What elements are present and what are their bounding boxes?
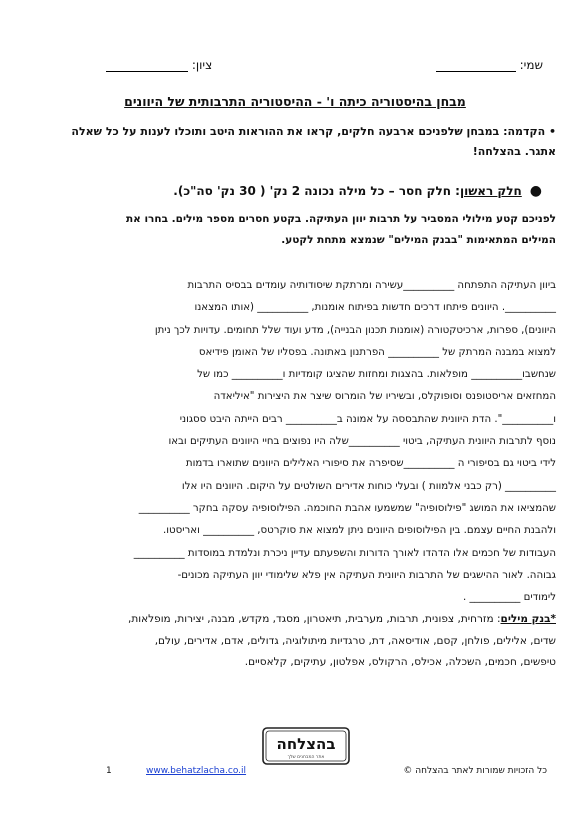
name-field xyxy=(436,58,543,72)
name-label: שמי: xyxy=(519,58,543,72)
passage xyxy=(44,275,556,609)
passage-line: גבוהה. לאור ההישגים של התרבות היוונית העתיקה אין פלא שלימודי יוון העתיקה מכונים- xyxy=(177,569,556,581)
part1-heading-rest: : חלק חסר – כל מילה נכונה 2 נק' ( 30 נק' סה"כ). xyxy=(173,184,460,198)
name-blank[interactable] xyxy=(436,59,516,72)
passage-line: למצוא במבנה המרתק של __________ הפרתנון באתונה. בפסליו של האומן פידיאס xyxy=(198,346,556,358)
passage-line: המחזאים אריסטופנס וסופוקלס, ובשיריו של הומרוס שיצר את היצירות "איליאדה xyxy=(213,391,556,403)
part1-heading xyxy=(60,183,542,199)
grade-label: ציון: xyxy=(191,58,213,72)
word-bank xyxy=(44,609,556,674)
copyright: כל הזכויות שמורות לאתר בהצלחה © xyxy=(403,766,547,776)
passage-line: היוונים), ספרות, ארכיטקטורה (אומנות תכנון הבנייה), מדע ועוד שלל תחומים. עדויות לכך ניתן xyxy=(154,324,556,336)
passage-line: לימודים __________ . xyxy=(462,592,556,604)
grade-field xyxy=(106,58,212,72)
passage-line: ו__________". הדת היוונית שהתבססה על אמונה ב__________ רבים הייתה היבט ססגוני xyxy=(179,413,556,425)
intro-line-2: אתגר. בהצלחה! xyxy=(472,145,556,158)
passage-line: __________ (רק כבני אלמוות ) ובעלי כוחות אדירים השולטים על היקום. היוונים היו אלו xyxy=(181,480,556,492)
bullet-icon: ● xyxy=(529,183,542,199)
passage-line: __________. היוונים פיתחו דרכים חדשות בפיתוח אומנות, __________ (אותו המצאנו xyxy=(194,302,556,314)
grade-blank[interactable] xyxy=(106,59,188,72)
word-bank-words-1: : מזרחית, צפונית, תרבות, מערבית, תיאטרון, מסגד, מקדש, מבנה, יצירות, מופלאות, xyxy=(128,613,501,625)
word-bank-line-3: טיפשים, חכמים, השכלה, אכילס, הרקולס, אפלטון, עתיקים, קלאסיים. xyxy=(244,656,556,668)
passage-line: לידי ביטוי גם בסיפורי ה __________שסיפרה את סיפורי האלילים היוונים שתוארו בדמות xyxy=(185,458,556,470)
intro-line-1: • הקדמה: במבחן שלפניכם ארבעה חלקים, קראו את ההוראות היטב ותוכלו לענות על כל שאלה xyxy=(71,125,556,138)
logo-sub-text: אתר המבחנים שלך xyxy=(287,755,325,760)
passage-line: העבודות של חכמים אלו הדהדו לאורך הדורות והשפעתם עדיין ניכרת ונלמדת במוסדות __________ xyxy=(133,547,556,559)
page-number: 1 xyxy=(106,766,112,776)
word-bank-label: *בנק מילים xyxy=(500,613,556,625)
exam-title: מבחן בהיסטוריה כיתה ו' - ההיסטוריה התרבותית של היוונים xyxy=(124,94,466,109)
website-link-text[interactable]: www.behatzlacha.co.il xyxy=(146,766,247,776)
word-bank-line-1 xyxy=(44,609,556,631)
passage-line: נוסף לתרבות היוונית העתיקה, ביטוי __________שלה היו נפוצים בחיי היוונים העתיקים ובאו xyxy=(168,436,556,448)
website-link[interactable] xyxy=(146,766,246,776)
passage-line: שנחשבו__________ מופלאות. בהצגות ומחזות שהציגו קומדיות ו__________ כמו של xyxy=(197,369,556,381)
passage-line: שהמציאו את המושג "פילוסופיה" שמשמעו אהבת החוכמה. הפילוסופיה עסקה בחקר __________ xyxy=(138,502,556,514)
instructions-line-2: המילים המתאימות "בבנק המילים" שנמצא מתחת לקטע. xyxy=(281,234,556,246)
part1-heading-label: חלק ראשון xyxy=(459,184,522,198)
instructions-line-1: לפניכם קטע מילולי המסביר על תרבות יוון העתיקה. בקטע חסרים מספר מילים. בחרו את xyxy=(125,213,556,225)
logo-main-text: בהצלחה xyxy=(276,735,336,753)
intro-section xyxy=(44,122,556,162)
behatzlacha-logo xyxy=(262,727,350,765)
passage-line: ביוון העתיקה התפתחה __________עשירה ומרתקת שיסודותיה עומדים בבסיס התרבות xyxy=(187,280,556,291)
part1-instructions xyxy=(44,209,556,251)
word-bank-line-2: שדים, אלילים, פולחן, קסם, אודיסאה, דת, טרגדיות מיתולוגיה, גדולים, אדם, אדירים, עולם, xyxy=(154,634,556,647)
passage-line: ולהבנת החיים עצמם. בין הפילוסופים היוונים ניתן למצוא את סוקרטס, __________ ואריסטו. xyxy=(163,525,556,537)
